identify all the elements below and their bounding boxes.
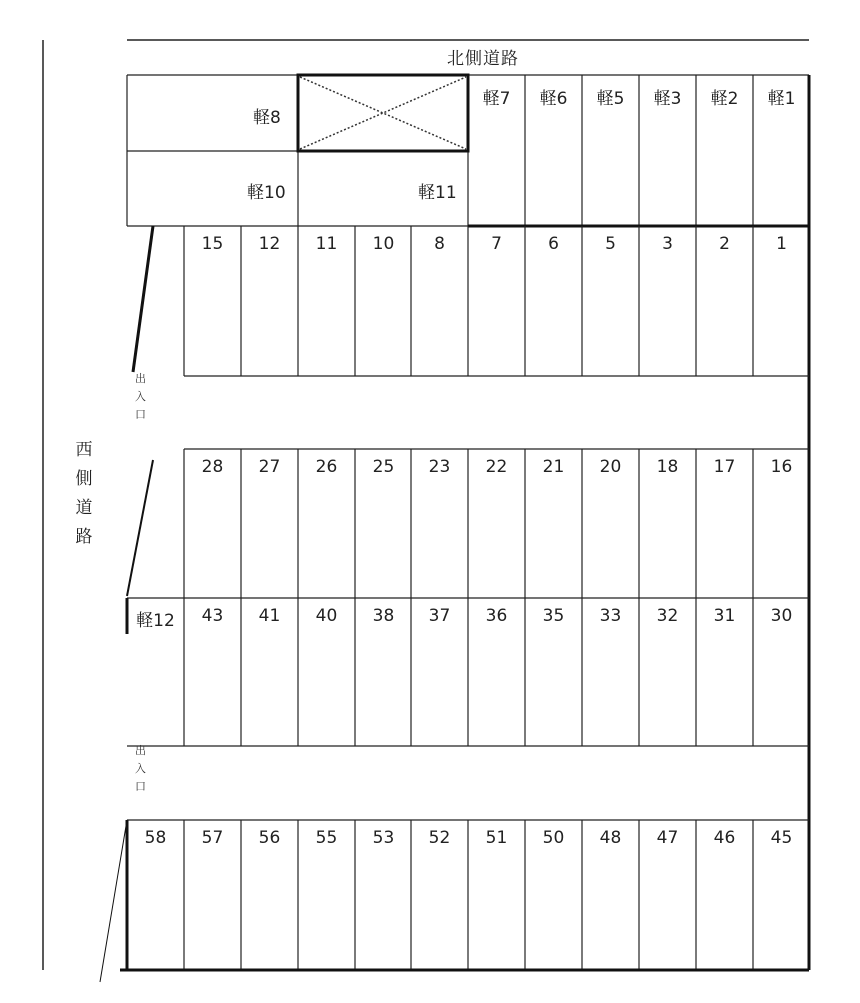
stall-number: 45 <box>770 828 793 848</box>
stall-number: 10 <box>372 234 395 254</box>
stall-number: 36 <box>485 606 508 626</box>
stall-number: 23 <box>428 457 451 477</box>
west-road-label: 西 側 道 路 <box>75 440 93 547</box>
stall-number: 41 <box>258 606 281 626</box>
stall-row-2-3 <box>127 449 809 746</box>
space-kei1: 軽1 <box>767 89 796 109</box>
stall-number: 17 <box>713 457 736 477</box>
stall-number: 37 <box>428 606 451 626</box>
stall-number: 48 <box>599 828 622 848</box>
space-kei2: 軽2 <box>710 89 739 109</box>
stall-number: 51 <box>485 828 508 848</box>
stall-number: 3 <box>662 234 673 254</box>
stall-number: 55 <box>315 828 338 848</box>
stall-number: 33 <box>599 606 622 626</box>
stall-number: 25 <box>372 457 395 477</box>
stall-number: 1 <box>776 234 787 254</box>
stall-number: 30 <box>770 606 793 626</box>
space-kei11: 軽11 <box>418 183 457 203</box>
stall-number: 15 <box>201 234 224 254</box>
entrance-label-upper: 出 入 口 <box>135 372 146 421</box>
space-kei6: 軽6 <box>539 89 568 109</box>
stall-number: 7 <box>491 234 502 254</box>
unavailable-space <box>298 75 468 151</box>
stall-number: 27 <box>258 457 281 477</box>
stall-number: 40 <box>315 606 338 626</box>
stall-number: 20 <box>599 457 622 477</box>
stall-number: 6 <box>548 234 559 254</box>
space-kei5: 軽5 <box>596 89 625 109</box>
stall-number: 38 <box>372 606 395 626</box>
stall-number: 46 <box>713 828 736 848</box>
space-kei10: 軽10 <box>247 183 286 203</box>
stall-number: 12 <box>258 234 281 254</box>
stall-number: 57 <box>201 828 224 848</box>
stall-number: 58 <box>144 828 167 848</box>
stall-number: 28 <box>201 457 224 477</box>
stall-number: 31 <box>713 606 736 626</box>
stall-number: 43 <box>201 606 224 626</box>
stall-number: 11 <box>315 234 338 254</box>
stall-number: 50 <box>542 828 565 848</box>
stall-number: 35 <box>542 606 565 626</box>
stall-number: 22 <box>485 457 508 477</box>
stall-number: 53 <box>372 828 395 848</box>
space-kei12: 軽12 <box>136 611 175 631</box>
stall-number: 32 <box>656 606 679 626</box>
stall-number: 26 <box>315 457 338 477</box>
north-road-label: 北側道路 <box>447 49 519 69</box>
stall-number: 5 <box>605 234 616 254</box>
stall-number: 18 <box>656 457 679 477</box>
stall-number: 16 <box>770 457 793 477</box>
stall-number: 21 <box>542 457 565 477</box>
entrance-label-lower: 出 入 口 <box>135 744 146 793</box>
stall-number: 8 <box>434 234 445 254</box>
space-kei7: 軽7 <box>482 89 511 109</box>
stall-number: 47 <box>656 828 679 848</box>
space-kei8: 軽8 <box>253 108 281 128</box>
stall-number: 2 <box>719 234 730 254</box>
space-kei3: 軽3 <box>653 89 682 109</box>
stall-number: 52 <box>428 828 451 848</box>
stall-number: 56 <box>258 828 281 848</box>
